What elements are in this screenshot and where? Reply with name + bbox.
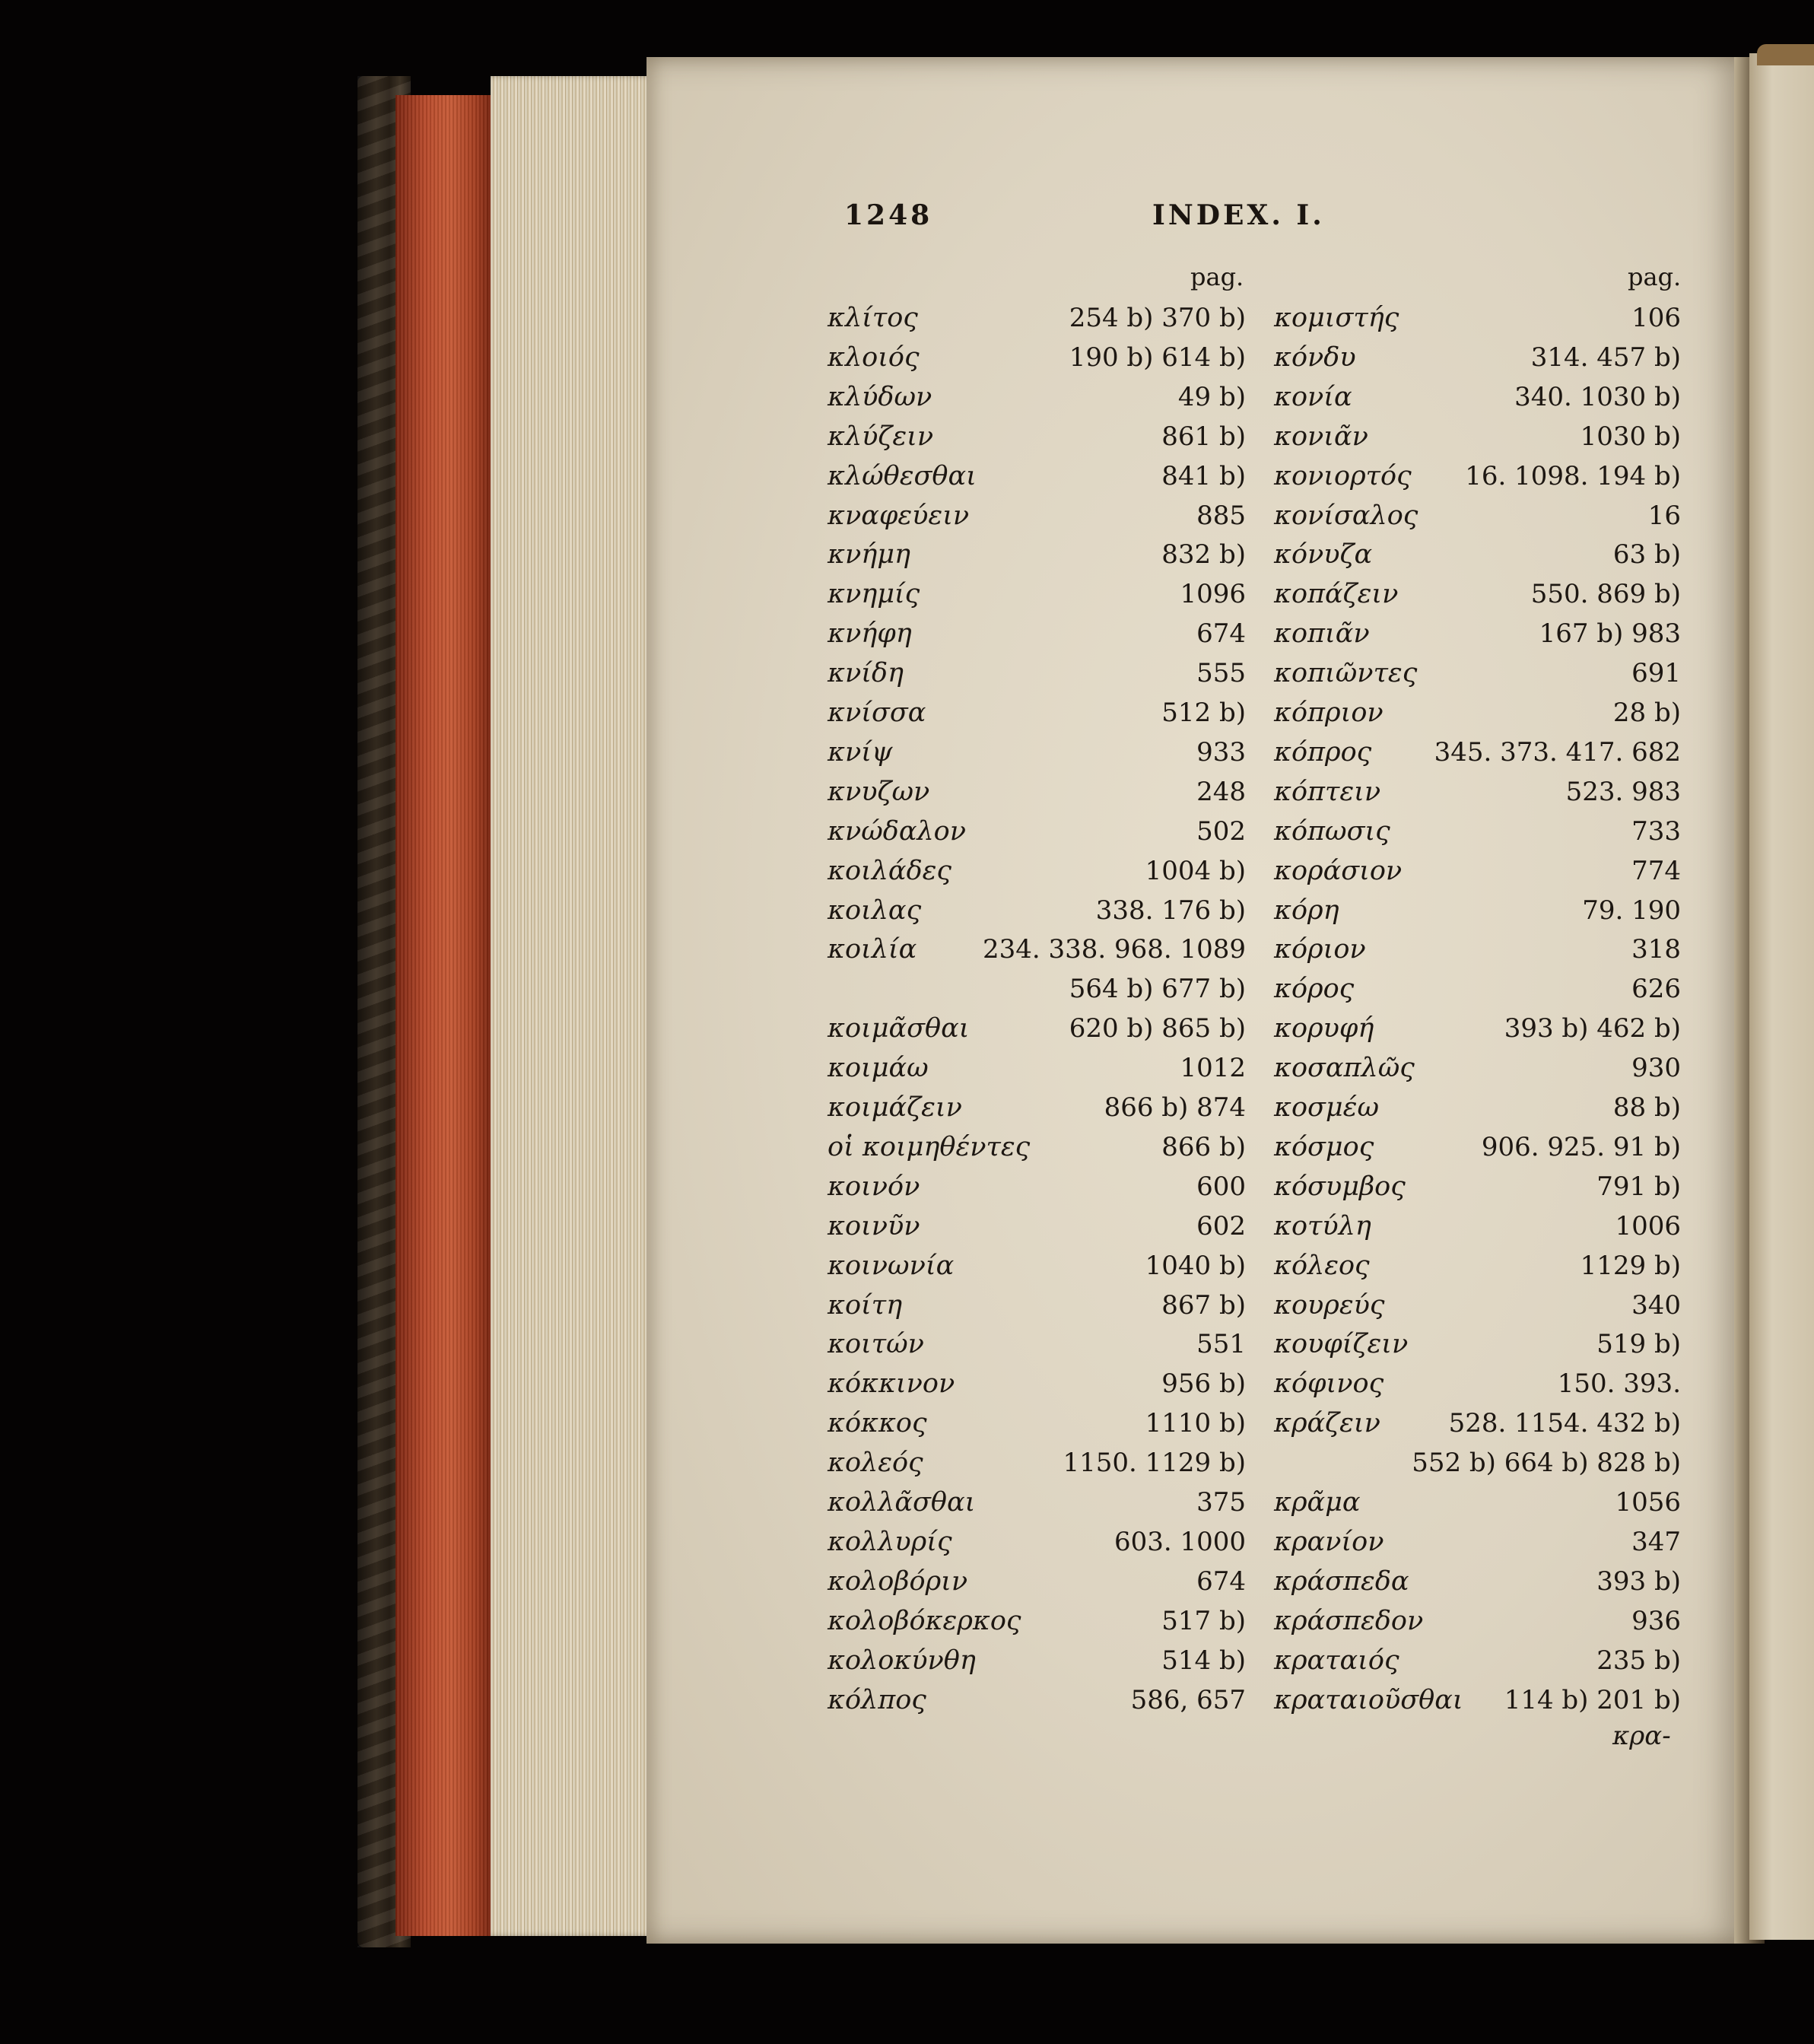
page-reference: 586, 657	[1130, 1684, 1246, 1715]
page-reference: 691	[1631, 658, 1681, 689]
index-term: κοιμάζειν	[828, 1092, 962, 1123]
page-reference: 347	[1631, 1526, 1681, 1557]
index-term: κραταιοῦσθαι	[1274, 1684, 1463, 1715]
page-reference: 933	[1196, 736, 1246, 768]
index-term: κόσμος	[1274, 1131, 1374, 1162]
page-reference: 512 b)	[1161, 698, 1246, 728]
index-term: κόλπος	[828, 1684, 926, 1715]
page-reference: 1150. 1129 b)	[1063, 1448, 1246, 1479]
index-term: κολλᾶσθαι	[828, 1487, 976, 1518]
page-reference: 1030 b)	[1580, 421, 1681, 452]
index-term: κνώδαλον	[828, 815, 967, 847]
index-term: κλοιός	[828, 342, 920, 373]
page-reference: 885	[1196, 500, 1246, 531]
index-term: κόρη	[1274, 895, 1339, 926]
index-term: κοιλία	[828, 934, 917, 965]
index-term: κόπωσις	[1274, 815, 1390, 847]
index-term: κνίσσα	[828, 698, 926, 728]
index-term: κόπριον	[1274, 698, 1384, 728]
index-term: κόριον	[1274, 934, 1366, 965]
index-term: κόσυμβος	[1274, 1171, 1406, 1202]
index-term: κοίτη	[828, 1289, 903, 1321]
index-term: κόρος	[1274, 974, 1355, 1005]
index-term: κοινῦν	[828, 1210, 920, 1241]
index-term: κόκκος	[828, 1408, 927, 1439]
index-term: κοράσιον	[1274, 855, 1403, 886]
page-reference: 340. 1030 b)	[1514, 381, 1681, 412]
index-term: κολλυρίς	[828, 1526, 952, 1557]
index-term: κόφινος	[1274, 1368, 1384, 1400]
index-term: κόνδυ	[1274, 342, 1356, 373]
page-reference: 79. 190	[1582, 895, 1681, 926]
index-term: κράζειν	[1274, 1408, 1380, 1439]
index-term: κονίσαλος	[1274, 500, 1418, 531]
page-reference: 774	[1631, 855, 1681, 886]
index-term: κόπτειν	[1274, 776, 1381, 807]
page-reference: 340	[1631, 1289, 1681, 1321]
page-reference: 16	[1647, 500, 1681, 531]
page-reference: 555	[1196, 658, 1246, 689]
page-reference: 1110 b)	[1145, 1408, 1246, 1439]
index-term: κοιμᾶσθαι	[828, 1013, 970, 1044]
facing-page-edge	[1749, 53, 1814, 1940]
page-reference: 523. 983	[1565, 776, 1681, 807]
page-reference: 254 b) 370 b)	[1069, 303, 1246, 333]
index-term: κνημίς	[828, 579, 920, 610]
page-reference: 861 b)	[1161, 421, 1246, 452]
index-term: κοσμέω	[1274, 1092, 1379, 1123]
red-page-edges	[396, 95, 494, 1936]
binding-corner	[1757, 44, 1814, 65]
index-term: κόλεος	[1274, 1250, 1370, 1281]
index-term: κολοβόριν	[828, 1566, 968, 1597]
index-term: κλύζειν	[828, 421, 934, 452]
page-reference: 235 b)	[1596, 1645, 1681, 1676]
page-reference: 603. 1000	[1113, 1526, 1246, 1557]
index-term: κουρεύς	[1274, 1289, 1385, 1321]
page-reference: 375	[1196, 1487, 1246, 1518]
index-term: κλύδων	[828, 381, 932, 412]
page-reference: 906. 925. 91 b)	[1481, 1131, 1681, 1162]
index-term: κόνυζα	[1274, 539, 1373, 571]
running-title: INDEX. I.	[1152, 199, 1325, 231]
page-reference: 502	[1196, 815, 1246, 847]
page-reference: 674	[1196, 1566, 1246, 1597]
index-term: κομιστής	[1274, 303, 1399, 333]
page-reference: 248	[1196, 776, 1246, 807]
page-reference: 832 b)	[1161, 539, 1246, 571]
index-term: κοιτών	[828, 1329, 924, 1360]
right-col-pag-label: pag.	[1628, 262, 1682, 291]
page-reference: 519 b)	[1596, 1329, 1681, 1360]
page-reference: 517 b)	[1161, 1605, 1246, 1636]
index-term: κνυζων	[828, 776, 930, 807]
page-reference: 318	[1631, 934, 1681, 965]
page-reference: 733	[1631, 815, 1681, 847]
index-term: κράσπεδον	[1274, 1605, 1424, 1636]
page-reference: 167 b) 983	[1539, 618, 1681, 650]
left-col-pag-label: pag.	[1190, 262, 1244, 291]
page-reference: 841 b)	[1161, 460, 1246, 491]
index-term: κράσπεδα	[1274, 1566, 1409, 1597]
page-stack-edges	[491, 76, 654, 1936]
page-reference: 528. 1154. 432 b)	[1448, 1408, 1681, 1439]
page-reference: 234. 338. 968. 1089	[982, 934, 1246, 965]
page-reference: 866 b) 874	[1104, 1092, 1246, 1123]
index-term: κρᾶμα	[1274, 1487, 1361, 1518]
page-reference: 28 b)	[1612, 698, 1681, 728]
page-reference: 866 b)	[1161, 1131, 1246, 1162]
index-term: κουφίζειν	[1274, 1329, 1409, 1360]
page-reference: 626	[1631, 974, 1681, 1005]
page-reference: 16. 1098. 194 b)	[1465, 460, 1681, 491]
index-term: κλώθεσθαι	[828, 460, 977, 491]
index-term: κοπάζειν	[1274, 579, 1399, 610]
index-term: κνήφη	[828, 618, 912, 650]
page-reference: 791 b)	[1596, 1171, 1681, 1202]
page-reference: 564 b) 677 b)	[1069, 974, 1246, 1005]
page-reference: 63 b)	[1612, 539, 1681, 571]
page-reference: 190 b) 614 b)	[1069, 342, 1246, 373]
page-reference: 552 b) 664 b) 828 b)	[1412, 1448, 1681, 1479]
index-term: κολεός	[828, 1448, 923, 1479]
page-reference: 150. 393.	[1557, 1368, 1681, 1400]
page-reference: 1006	[1615, 1210, 1681, 1241]
page-reference: 956 b)	[1161, 1368, 1246, 1400]
index-term: κορυφή	[1274, 1013, 1374, 1044]
index-term: κοσαπλῶς	[1274, 1053, 1415, 1084]
page-reference: 514 b)	[1161, 1645, 1246, 1676]
index-term: οἱ κοιμηθέντες	[828, 1131, 1031, 1162]
index-term: κοτύλη	[1274, 1210, 1371, 1241]
catchword: κρα-	[1612, 1721, 1671, 1751]
index-term: κναφεύειν	[828, 500, 970, 531]
page-reference: 1040 b)	[1145, 1250, 1246, 1281]
page-reference: 393 b) 462 b)	[1504, 1013, 1681, 1044]
page-reference: 1004 b)	[1145, 855, 1246, 886]
index-term: κολοκύνθη	[828, 1645, 976, 1676]
index-term: κνίδη	[828, 658, 904, 689]
index-term: κοιμάω	[828, 1053, 929, 1084]
index-term: κονιᾶν	[1274, 421, 1368, 452]
page-reference: 1056	[1615, 1487, 1681, 1518]
page-reference: 106	[1631, 303, 1681, 333]
index-term: κοιλάδες	[828, 855, 952, 886]
page-reference: 393 b)	[1596, 1566, 1681, 1597]
page-reference: 314. 457 b)	[1530, 342, 1681, 373]
index-term: κοπιᾶν	[1274, 618, 1370, 650]
index-term: κρανίον	[1274, 1526, 1384, 1557]
index-term: κονία	[1274, 381, 1352, 412]
page-reference: 345. 373. 417. 682	[1434, 736, 1681, 768]
page-number: 1248	[844, 199, 933, 231]
page-reference: 1129 b)	[1580, 1250, 1681, 1281]
index-term: κονιορτός	[1274, 460, 1412, 491]
page-reference: 674	[1196, 618, 1246, 650]
index-term: κοιλας	[828, 895, 922, 926]
index-term: κολοβόκερκος	[828, 1605, 1021, 1636]
page-reference: 600	[1196, 1171, 1246, 1202]
index-term: κνίψ	[828, 736, 893, 768]
index-term: κοινόν	[828, 1171, 920, 1202]
page-reference: 1012	[1180, 1053, 1246, 1084]
page-reference: 602	[1196, 1210, 1246, 1241]
page-reference: 114 b) 201 b)	[1504, 1684, 1681, 1715]
page-reference: 550. 869 b)	[1530, 579, 1681, 610]
page-reference: 49 b)	[1177, 381, 1246, 412]
page-reference: 338. 176 b)	[1095, 895, 1246, 926]
index-term: κόπρος	[1274, 736, 1372, 768]
page-reference: 88 b)	[1612, 1092, 1681, 1123]
index-term: κόκκινον	[828, 1368, 955, 1400]
index-term: κραταιός	[1274, 1645, 1399, 1676]
index-term: κοπιῶντες	[1274, 658, 1418, 689]
page-reference: 1096	[1180, 579, 1246, 610]
index-term: κοινωνία	[828, 1250, 955, 1281]
page-reference: 936	[1631, 1605, 1681, 1636]
index-term: κνήμη	[828, 539, 910, 571]
page-reference: 620 b) 865 b)	[1069, 1013, 1246, 1044]
page-reference: 867 b)	[1161, 1289, 1246, 1321]
index-term: κλίτος	[828, 303, 918, 333]
page-reference: 930	[1631, 1053, 1681, 1084]
page-reference: 551	[1196, 1329, 1246, 1360]
